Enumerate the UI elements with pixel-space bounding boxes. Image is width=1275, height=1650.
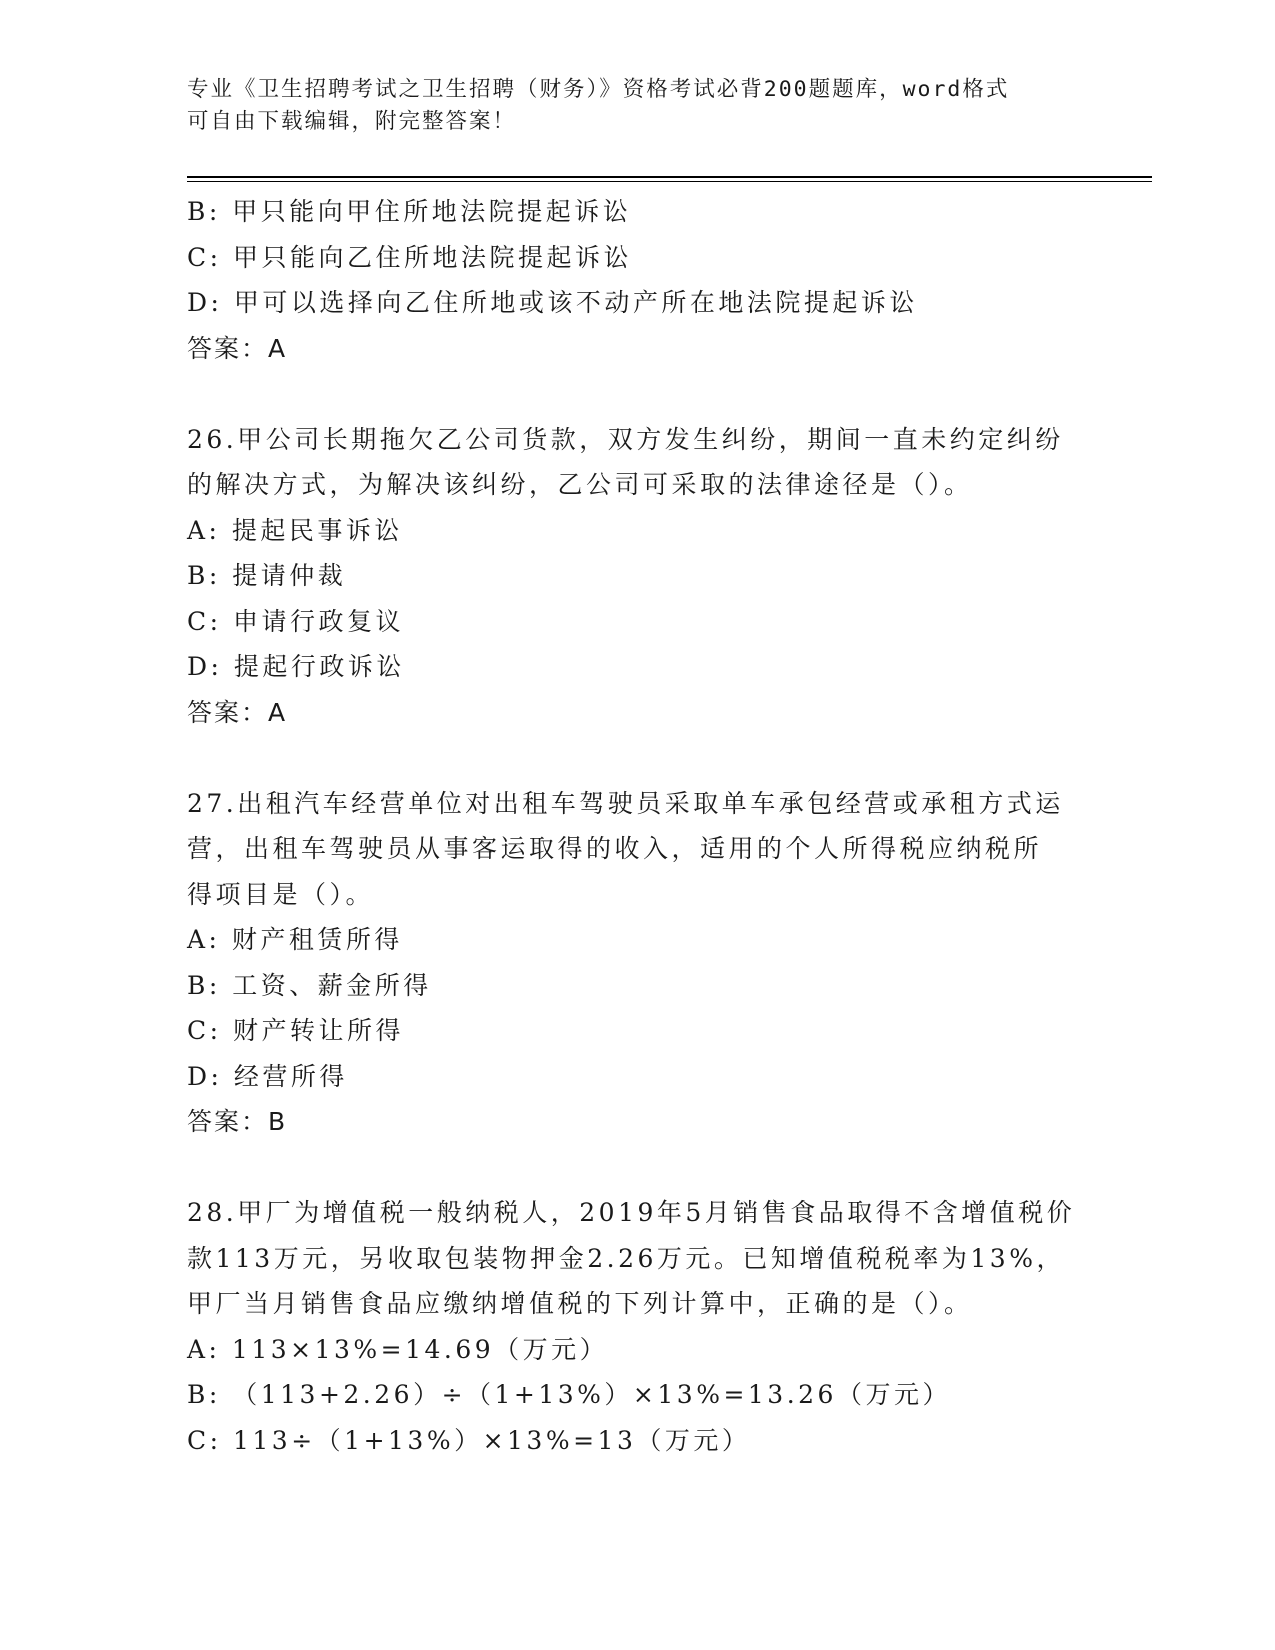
- question-stem: 得项目是（）。: [187, 879, 375, 909]
- question-26: [187, 417, 1087, 736]
- option-a: A: 113×13%=14.69（万元）: [187, 1334, 609, 1364]
- question-27: [187, 781, 1087, 1145]
- option-b: B: 工资、薪金所得: [187, 970, 432, 1000]
- option-b: B: 提请仲裁: [187, 561, 347, 590]
- option-c: C: 申请行政复议: [187, 606, 404, 636]
- spacer: [187, 371, 1087, 417]
- question-stem: 的解决方式，为解决该纠纷，乙公司可采取的法律途径是（）。: [187, 470, 973, 499]
- question-25: [187, 189, 1087, 371]
- option-c: C: 财产转让所得: [187, 1016, 404, 1045]
- option-d: D: 提起行政诉讼: [187, 652, 405, 681]
- header-divider-thin: [187, 181, 1152, 182]
- question-stem: 27.出租汽车经营单位对出租车驾驶员采取单车承包经营或承租方式运: [187, 788, 1064, 818]
- answer: 答案：A: [187, 697, 288, 727]
- question-stem: 甲厂当月销售食品应缴纳增值税的下列计算中，正确的是（）。: [187, 1289, 973, 1318]
- spacer: [187, 1145, 1087, 1191]
- question-28: [187, 1190, 1087, 1463]
- header-line-2: 可自由下载编辑，附完整答案！: [187, 109, 517, 134]
- header-divider-thick: [187, 176, 1152, 178]
- header-line-1: 专业《卫生招聘考试之卫生招聘（财务）》资格考试必背200题题库，word格式: [187, 77, 1010, 102]
- question-stem: 营，出租车驾驶员从事客运取得的收入，适用的个人所得税应纳税所: [187, 834, 1043, 863]
- option-d: D: 甲可以选择向乙住所地或该不动产所在地法院提起诉讼: [187, 288, 918, 317]
- option-c: C: 甲只能向乙住所地法院提起诉讼: [187, 242, 632, 272]
- question-stem: 款113万元，另收取包装物押金2.26万元。已知增值税税率为13%，: [187, 1243, 1065, 1273]
- answer: 答案：A: [187, 333, 288, 363]
- option-c: C: 113÷（1+13%）×13%=13（万元）: [187, 1425, 751, 1455]
- question-stem: 28.甲厂为增值税一般纳税人，2019年5月销售食品取得不含增值税价: [187, 1198, 1076, 1227]
- option-d: D: 经营所得: [187, 1061, 348, 1091]
- option-a: A: 财产租赁所得: [187, 925, 403, 954]
- answer: 答案：B: [187, 1107, 288, 1136]
- option-b: B: （113+2.26）÷（1+13%）×13%=13.26（万元）: [187, 1380, 951, 1409]
- spacer: [187, 735, 1087, 781]
- option-a: A: 提起民事诉讼: [187, 515, 403, 545]
- option-b: B: 甲只能向甲住所地法院提起诉讼: [187, 197, 632, 226]
- document-header: [187, 74, 1087, 138]
- document-body: [187, 189, 1087, 1463]
- question-stem: 26.甲公司长期拖欠乙公司货款，双方发生纠纷，期间一直未约定纠纷: [187, 424, 1064, 454]
